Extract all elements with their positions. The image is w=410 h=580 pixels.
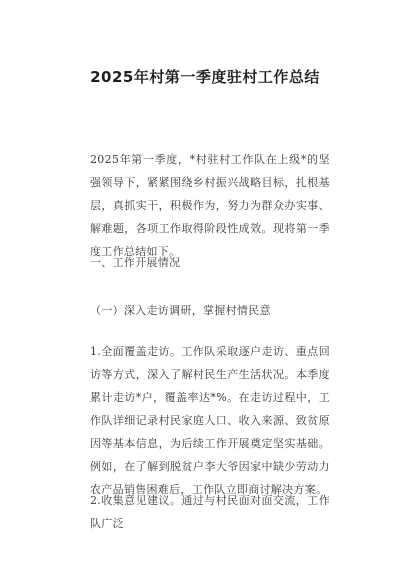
item-paragraph-2: 2.收集意见建议。通过与村民面对面交流，工作队广泛 (90, 494, 330, 530)
item-paragraph-1: 1.全面覆盖走访。工作队采取逐户走访、重点回访等方式，深入了解村民生产生活状况。本季度累计走访*户，覆盖率达*%。在走访过程中，工作队详细记录村民家庭人口、收入来源、致贫原因等基本信息，为后续工作开展奠定坚实基础。例如，在了解到脱贫户李大爷因家中缺少劳动力农产品销售困难后，工作队立即商讨解决方案。 (90, 345, 330, 496)
section-heading: 一、工作开展情况 (90, 256, 181, 269)
document-title: 2025年村第一季度驻村工作总结 (90, 68, 320, 86)
subsection-heading: （一）深入走访调研，掌握村情民意 (90, 304, 271, 317)
intro-paragraph: 2025年第一季度，*村驻村工作队在上级*的坚强领导下，紧紧围绕乡村振兴战略目标，扎根基层，真抓实干，积极作为，努力为群众办实事、解难题，各项工作取得阶段性成效。现将第一季度工作总结如下。 (90, 153, 330, 258)
